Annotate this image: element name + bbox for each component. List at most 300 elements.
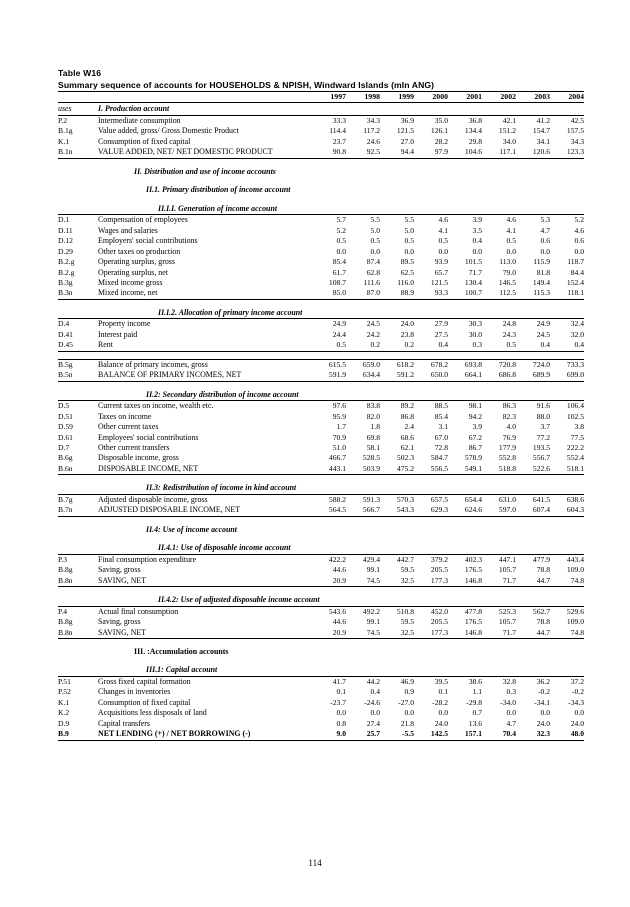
- table-row: [58, 565, 584, 575]
- value-cell-1998: 24.2: [366, 329, 380, 339]
- row-code: B.3n: [58, 288, 98, 299]
- value-cell-2004: 699.0: [550, 370, 584, 381]
- row-code: B.5g: [58, 359, 98, 370]
- value-cell-2002: 105.7: [498, 617, 516, 627]
- value-cell-1997: 33.3: [312, 115, 346, 126]
- value-cell-1997: 114.4: [329, 126, 346, 136]
- value-cell-2004: 118.7: [567, 257, 584, 267]
- table-row: [58, 226, 584, 236]
- row-label: Operating surplus, gross: [98, 257, 175, 267]
- spacer-cell: [58, 475, 584, 483]
- value-cell-2002: 117.1: [482, 147, 516, 158]
- value-cell-1997: 61.7: [332, 267, 346, 277]
- value-cell-2001: 0.3: [448, 340, 482, 351]
- value-cell-1998: 87.4: [366, 257, 380, 267]
- value-cell-1999: 89.5: [400, 257, 414, 267]
- value-cell-2002: 24.3: [502, 329, 516, 339]
- row-label: Taxes on income: [98, 411, 152, 421]
- row-label: NET LENDING (+) / NET BORROWING (-): [98, 729, 312, 740]
- row-label: Changes in inventories: [98, 687, 171, 697]
- table-row: [58, 464, 584, 475]
- value-cell-2003: -0.2: [537, 687, 550, 697]
- section-heading-row: [58, 646, 584, 658]
- table-row: [58, 729, 584, 740]
- value-cell-2000: 65.7: [434, 267, 448, 277]
- value-cell-2001: 146.8: [448, 628, 482, 639]
- value-cell-1997: 51.0: [332, 442, 346, 452]
- value-cell-2004: 34.3: [570, 136, 584, 146]
- spacer-row: [58, 587, 584, 595]
- section-code-cell: [58, 203, 98, 215]
- section-code-cell: [58, 389, 98, 401]
- value-cell-1998: 5.0: [370, 225, 380, 235]
- row-label: VALUE ADDED, NET/ NET DOMESTIC PRODUCT: [98, 147, 312, 158]
- section-heading: II.1. Primary distribution of income account: [146, 185, 291, 195]
- value-cell-1997: 108.7: [328, 277, 346, 287]
- value-cell-2003: 36.2: [516, 676, 550, 687]
- value-cell-1997: 466.7: [328, 453, 346, 463]
- table-row: [58, 278, 584, 288]
- value-cell-1999: -5.5: [380, 729, 414, 740]
- row-label: BALANCE OF PRIMARY INCOMES, NET: [98, 370, 312, 381]
- value-cell-2004: 42.5: [550, 115, 584, 126]
- value-cell-2001: 98.1: [448, 401, 482, 412]
- value-cell-1999: 46.9: [380, 676, 414, 687]
- spacer-row: [58, 516, 584, 524]
- row-label: Mixed income gross: [98, 277, 163, 287]
- value-cell-1998: 44.2: [346, 676, 380, 687]
- table-row: [58, 676, 584, 687]
- value-cell-1997: 20.9: [312, 628, 346, 639]
- row-label: Value added, gross/ Gross Domestic Product: [98, 126, 239, 136]
- row-label: Consumption of fixed capital: [98, 697, 191, 707]
- value-cell-2004: 32.0: [570, 329, 584, 339]
- table-row: [58, 319, 584, 330]
- table-row: [58, 494, 584, 505]
- value-cell-2002: 518.8: [482, 464, 516, 475]
- value-cell-2001: 130.4: [464, 277, 482, 287]
- value-cell-2002: 0.0: [506, 246, 516, 256]
- value-cell-2004: 0.6: [574, 236, 584, 246]
- column-header-1998: 1998: [364, 92, 380, 101]
- section-heading: II.4: Use of income account: [146, 524, 237, 534]
- value-cell-2001: 176.5: [464, 617, 482, 627]
- value-cell-1997: 1.7: [336, 422, 346, 432]
- section-code-cell: [58, 482, 98, 494]
- value-cell-2003: 562.7: [516, 606, 550, 617]
- value-cell-2002: 447.1: [482, 554, 516, 565]
- value-cell-2000: 4.1: [438, 225, 448, 235]
- value-cell-2004: 74.8: [550, 628, 584, 639]
- table-row: [58, 115, 584, 126]
- value-cell-2004: 106.4: [550, 401, 584, 412]
- row-code: K.1: [58, 697, 70, 707]
- column-header-2002: 2002: [500, 92, 516, 101]
- table-row: [58, 698, 584, 708]
- value-cell-1999: 36.9: [380, 115, 414, 126]
- value-cell-2004: 222.2: [566, 442, 584, 452]
- value-cell-2004: 0.0: [574, 246, 584, 256]
- row-code: B.8g: [58, 565, 73, 575]
- value-cell-2000: 142.5: [414, 729, 448, 740]
- table-row: [58, 554, 584, 565]
- value-cell-2001: 38.6: [448, 676, 482, 687]
- row-code: B.9: [58, 729, 98, 740]
- section-heading: II.I.I. Generation of income account: [158, 203, 278, 213]
- value-cell-2003: 0.0: [540, 708, 550, 718]
- value-cell-2004: 109.0: [566, 617, 584, 627]
- row-label: Current taxes on income, wealth etc.: [98, 401, 312, 412]
- value-cell-2001: 13.6: [468, 718, 482, 728]
- value-cell-2000: 678.2: [414, 359, 448, 370]
- value-cell-1999: 5.5: [380, 215, 414, 226]
- table-row: [58, 330, 584, 340]
- row-code: D.59: [58, 422, 73, 432]
- section-heading-row: [58, 389, 584, 401]
- value-cell-2001: 101.5: [464, 257, 482, 267]
- section-code-cell: [58, 307, 98, 319]
- value-cell-2002: 4.1: [506, 225, 516, 235]
- value-cell-1999: 94.4: [380, 147, 414, 158]
- value-cell-2003: 24.9: [516, 319, 550, 330]
- value-cell-2003: -34.1: [534, 697, 550, 707]
- value-cell-2000: 28.2: [434, 136, 448, 146]
- row-label: SAVING, NET: [98, 628, 312, 639]
- value-cell-2001: 157.1: [448, 729, 482, 740]
- table-row: [58, 370, 584, 381]
- row-code: B.6n: [58, 464, 98, 475]
- value-cell-2004: 123.3: [550, 147, 584, 158]
- value-cell-1998: 87.0: [346, 288, 380, 299]
- row-label: SAVING, NET: [98, 576, 312, 587]
- value-cell-1998: 25.7: [346, 729, 380, 740]
- value-cell-2001: 30.3: [448, 319, 482, 330]
- value-cell-1998: 0.2: [346, 340, 380, 351]
- section-heading-row: [58, 542, 584, 554]
- spacer-cell: [58, 638, 584, 646]
- row-code: D.12: [58, 236, 73, 246]
- value-cell-2004: 74.8: [550, 576, 584, 587]
- table-row: [58, 708, 584, 718]
- table-row: [58, 576, 584, 587]
- value-cell-1999: -27.0: [398, 697, 414, 707]
- value-cell-1997: 0.8: [336, 718, 346, 728]
- section-code-cell: [58, 664, 98, 676]
- value-cell-2003: 81.8: [536, 267, 550, 277]
- spacer-row: [58, 657, 584, 664]
- value-cell-2000: 67.0: [434, 432, 448, 442]
- value-cell-2004: 118.1: [550, 288, 584, 299]
- value-cell-1998: 591.3: [346, 494, 380, 505]
- row-label: Saving, gross: [98, 565, 141, 575]
- value-cell-1999: 591.2: [380, 370, 414, 381]
- table-row: [58, 401, 584, 412]
- row-code: B.8g: [58, 617, 73, 627]
- row-label: Employers' social contributions: [98, 236, 198, 246]
- row-label: Interest paid: [98, 329, 138, 339]
- row-label: Property income: [98, 319, 312, 330]
- value-cell-2000: 27.5: [434, 329, 448, 339]
- row-code: B.7g: [58, 494, 98, 505]
- row-code: B.2.g: [58, 267, 75, 277]
- value-cell-2003: 77.2: [536, 432, 550, 442]
- row-code: B.5n: [58, 370, 98, 381]
- value-cell-1998: 0.0: [370, 708, 380, 718]
- value-cell-2000: 205.5: [430, 617, 448, 627]
- value-cell-2000: 556.5: [414, 464, 448, 475]
- row-code: D.1: [58, 215, 98, 226]
- value-cell-2004: 77.5: [570, 432, 584, 442]
- value-cell-2001: 654.4: [448, 494, 482, 505]
- spacer-cell: [58, 351, 584, 359]
- table-row: [58, 617, 584, 627]
- value-cell-1999: 23.8: [400, 329, 414, 339]
- value-cell-2003: 641.5: [516, 494, 550, 505]
- value-cell-2001: 3.9: [472, 422, 482, 432]
- value-cell-2001: 94.2: [468, 411, 482, 421]
- value-cell-2002: 177.9: [498, 442, 516, 452]
- value-cell-1999: 86.8: [400, 411, 414, 421]
- row-label: Disposable income, gross: [98, 453, 179, 463]
- value-cell-1997: 24.4: [332, 329, 346, 339]
- row-code: B.3g: [58, 277, 73, 287]
- value-cell-2003: 44.7: [516, 628, 550, 639]
- row-label: Operating surplus, net: [98, 267, 168, 277]
- row-label: Saving, gross: [98, 617, 141, 627]
- value-cell-1997: 20.9: [312, 576, 346, 587]
- row-code: B.1g: [58, 126, 73, 136]
- spacer-cell: [58, 196, 584, 203]
- value-cell-1999: 618.2: [380, 359, 414, 370]
- value-cell-1998: 111.6: [363, 277, 380, 287]
- row-code: D.41: [58, 329, 73, 339]
- section-heading-row: [58, 166, 584, 178]
- row-label: Other current transfers: [98, 442, 170, 452]
- section-code-cell: [58, 524, 98, 536]
- value-cell-2001: 1.1: [472, 687, 482, 697]
- value-cell-2003: 24.0: [536, 718, 550, 728]
- value-cell-2003: 41.2: [516, 115, 550, 126]
- spacer-row: [58, 158, 584, 166]
- value-cell-2002: 113.0: [499, 257, 516, 267]
- section-heading: I. Production account: [98, 104, 170, 114]
- value-cell-2002: 32.8: [482, 676, 516, 687]
- value-cell-2003: 522.6: [516, 464, 550, 475]
- row-code: K.1: [58, 136, 70, 146]
- value-cell-2001: 3.5: [472, 225, 482, 235]
- value-cell-2002: 34.0: [502, 136, 516, 146]
- value-cell-2003: 154.7: [532, 126, 550, 136]
- section-heading-row: [58, 482, 584, 494]
- value-cell-2003: 607.4: [516, 505, 550, 516]
- spacer-row: [58, 535, 584, 542]
- value-cell-2004: 0.0: [574, 708, 584, 718]
- row-code: P.51: [58, 676, 98, 687]
- value-cell-2003: 556.7: [532, 453, 550, 463]
- value-cell-2002: 0.5: [506, 236, 516, 246]
- value-cell-2002: 552.8: [498, 453, 516, 463]
- row-label: Actual final consumption: [98, 606, 312, 617]
- page-number: 114: [308, 858, 322, 868]
- value-cell-2000: 121.5: [430, 277, 448, 287]
- header-label-cell: [98, 92, 312, 103]
- row-code: P.2: [58, 115, 98, 126]
- row-label: Adjusted disposable income, gross: [98, 494, 312, 505]
- value-cell-1998: 83.8: [346, 401, 380, 412]
- column-header-2001: 2001: [466, 92, 482, 101]
- value-cell-2003: 24.5: [536, 329, 550, 339]
- value-cell-2000: 205.5: [430, 565, 448, 575]
- year-header-row: [58, 92, 584, 103]
- value-cell-2004: 102.5: [566, 411, 584, 421]
- value-cell-1998: 566.7: [346, 505, 380, 516]
- value-cell-1997: 543.6: [312, 606, 346, 617]
- section-heading-row: [58, 664, 584, 676]
- value-cell-1999: 442.7: [380, 554, 414, 565]
- value-cell-2001: 146.8: [448, 576, 482, 587]
- table-row: [58, 268, 584, 278]
- value-cell-1999: 5.0: [404, 225, 414, 235]
- section-code-cell: [58, 646, 98, 658]
- value-cell-1997: 85.0: [312, 288, 346, 299]
- section-heading: II. Distribution and use of income accounts: [134, 166, 276, 176]
- value-cell-2002: 4.7: [506, 718, 516, 728]
- value-cell-1999: 0.0: [404, 246, 414, 256]
- row-code: B.8n: [58, 576, 98, 587]
- value-cell-2002: 70.4: [482, 729, 516, 740]
- value-cell-2001: 134.4: [464, 126, 482, 136]
- row-code: D.29: [58, 246, 73, 256]
- value-cell-1999: 121.5: [396, 126, 414, 136]
- value-cell-2001: 29.8: [468, 136, 482, 146]
- section-heading-row: [58, 594, 584, 606]
- value-cell-1998: 429.4: [346, 554, 380, 565]
- table-row: [58, 288, 584, 299]
- value-cell-2001: 578.9: [464, 453, 482, 463]
- value-cell-2003: 44.7: [516, 576, 550, 587]
- table-row: [58, 628, 584, 639]
- section-heading: II.3: Redistribution of income in kind account: [146, 483, 297, 493]
- value-cell-1999: 570.3: [380, 494, 414, 505]
- value-cell-2003: 34.1: [536, 136, 550, 146]
- value-cell-1999: 32.5: [380, 628, 414, 639]
- value-cell-2004: 109.0: [566, 565, 584, 575]
- value-cell-2004: 5.2: [550, 215, 584, 226]
- row-label: Employees' social contributions: [98, 432, 199, 442]
- value-cell-2004: 604.3: [550, 505, 584, 516]
- value-cell-2002: 720.8: [482, 359, 516, 370]
- value-cell-1997: 41.7: [312, 676, 346, 687]
- section-heading-row: [58, 524, 584, 536]
- row-label: Wages and salaries: [98, 225, 158, 235]
- value-cell-2000: 452.0: [414, 606, 448, 617]
- value-cell-2002: -34.0: [500, 697, 516, 707]
- row-code: P.3: [58, 554, 98, 565]
- value-cell-1998: 503.9: [346, 464, 380, 475]
- value-cell-2000: 97.9: [414, 147, 448, 158]
- spacer-row: [58, 351, 584, 359]
- row-code: D.5: [58, 401, 98, 412]
- value-cell-1997: 0.0: [336, 708, 346, 718]
- row-code: D.45: [58, 340, 98, 351]
- value-cell-2004: 443.4: [550, 554, 584, 565]
- value-cell-2001: 549.1: [448, 464, 482, 475]
- value-cell-2001: 67.2: [468, 432, 482, 442]
- value-cell-2001: -29.8: [466, 697, 482, 707]
- value-cell-1998: 0.5: [370, 236, 380, 246]
- value-cell-2002: 86.3: [482, 401, 516, 412]
- value-cell-2003: 0.0: [540, 246, 550, 256]
- value-cell-1997: 588.2: [312, 494, 346, 505]
- value-cell-1997: 591.9: [312, 370, 346, 381]
- spacer-cell: [58, 158, 584, 166]
- value-cell-2000: 27.9: [414, 319, 448, 330]
- row-code: B.8n: [58, 628, 98, 639]
- value-cell-2001: 624.6: [448, 505, 482, 516]
- column-header-2003: 2003: [534, 92, 550, 101]
- value-cell-2000: 4.6: [414, 215, 448, 226]
- spacer-cell: [58, 177, 584, 184]
- value-cell-1997: 90.8: [312, 147, 346, 158]
- value-cell-1997: 9.0: [312, 729, 346, 740]
- spacer-cell: [58, 381, 584, 389]
- value-cell-1997: 0.5: [336, 236, 346, 246]
- value-cell-1999: 510.8: [380, 606, 414, 617]
- value-cell-2003: 3.7: [540, 422, 550, 432]
- value-cell-1997: 44.6: [332, 617, 346, 627]
- value-cell-2002: 105.7: [498, 565, 516, 575]
- value-cell-2004: 733.3: [550, 359, 584, 370]
- table-row: [58, 719, 584, 729]
- value-cell-1998: 99.1: [366, 617, 380, 627]
- value-cell-2002: 4.0: [506, 422, 516, 432]
- value-cell-2000: 93.9: [434, 257, 448, 267]
- value-cell-2000: 85.4: [434, 411, 448, 421]
- value-cell-2001: 477.8: [448, 606, 482, 617]
- value-cell-2000: 93.3: [414, 288, 448, 299]
- value-cell-2003: 32.3: [516, 729, 550, 740]
- value-cell-2004: 157.5: [566, 126, 584, 136]
- section-heading: II.2: Secondary distribution of income account: [146, 389, 299, 399]
- row-label: DISPOSABLE INCOME, NET: [98, 464, 312, 475]
- value-cell-1998: 24.6: [366, 136, 380, 146]
- value-cell-2004: 638.6: [550, 494, 584, 505]
- value-cell-1998: 659.0: [346, 359, 380, 370]
- value-cell-1997: 0.0: [336, 246, 346, 256]
- value-cell-2004: 0.4: [550, 340, 584, 351]
- section-heading-row: [58, 103, 584, 116]
- value-cell-1998: 62.8: [366, 267, 380, 277]
- value-cell-1998: 1.8: [370, 422, 380, 432]
- value-cell-1997: 564.5: [312, 505, 346, 516]
- row-code: D.11: [58, 225, 73, 235]
- row-code: B.7n: [58, 505, 98, 516]
- value-cell-2000: 72.8: [434, 442, 448, 452]
- value-cell-1998: 27.4: [366, 718, 380, 728]
- value-cell-2000: 24.0: [434, 718, 448, 728]
- table-id: Table W16: [58, 68, 102, 78]
- value-cell-2001: 30.0: [468, 329, 482, 339]
- value-cell-2000: 0.0: [438, 708, 448, 718]
- value-cell-2004: 24.0: [570, 718, 584, 728]
- spacer-cell: [58, 516, 584, 524]
- value-cell-1998: 634.4: [346, 370, 380, 381]
- table-row: [58, 422, 584, 432]
- value-cell-1999: 2.4: [404, 422, 414, 432]
- spacer-row: [58, 638, 584, 646]
- value-cell-2000: 126.1: [430, 126, 448, 136]
- value-cell-1997: 70.9: [332, 432, 346, 442]
